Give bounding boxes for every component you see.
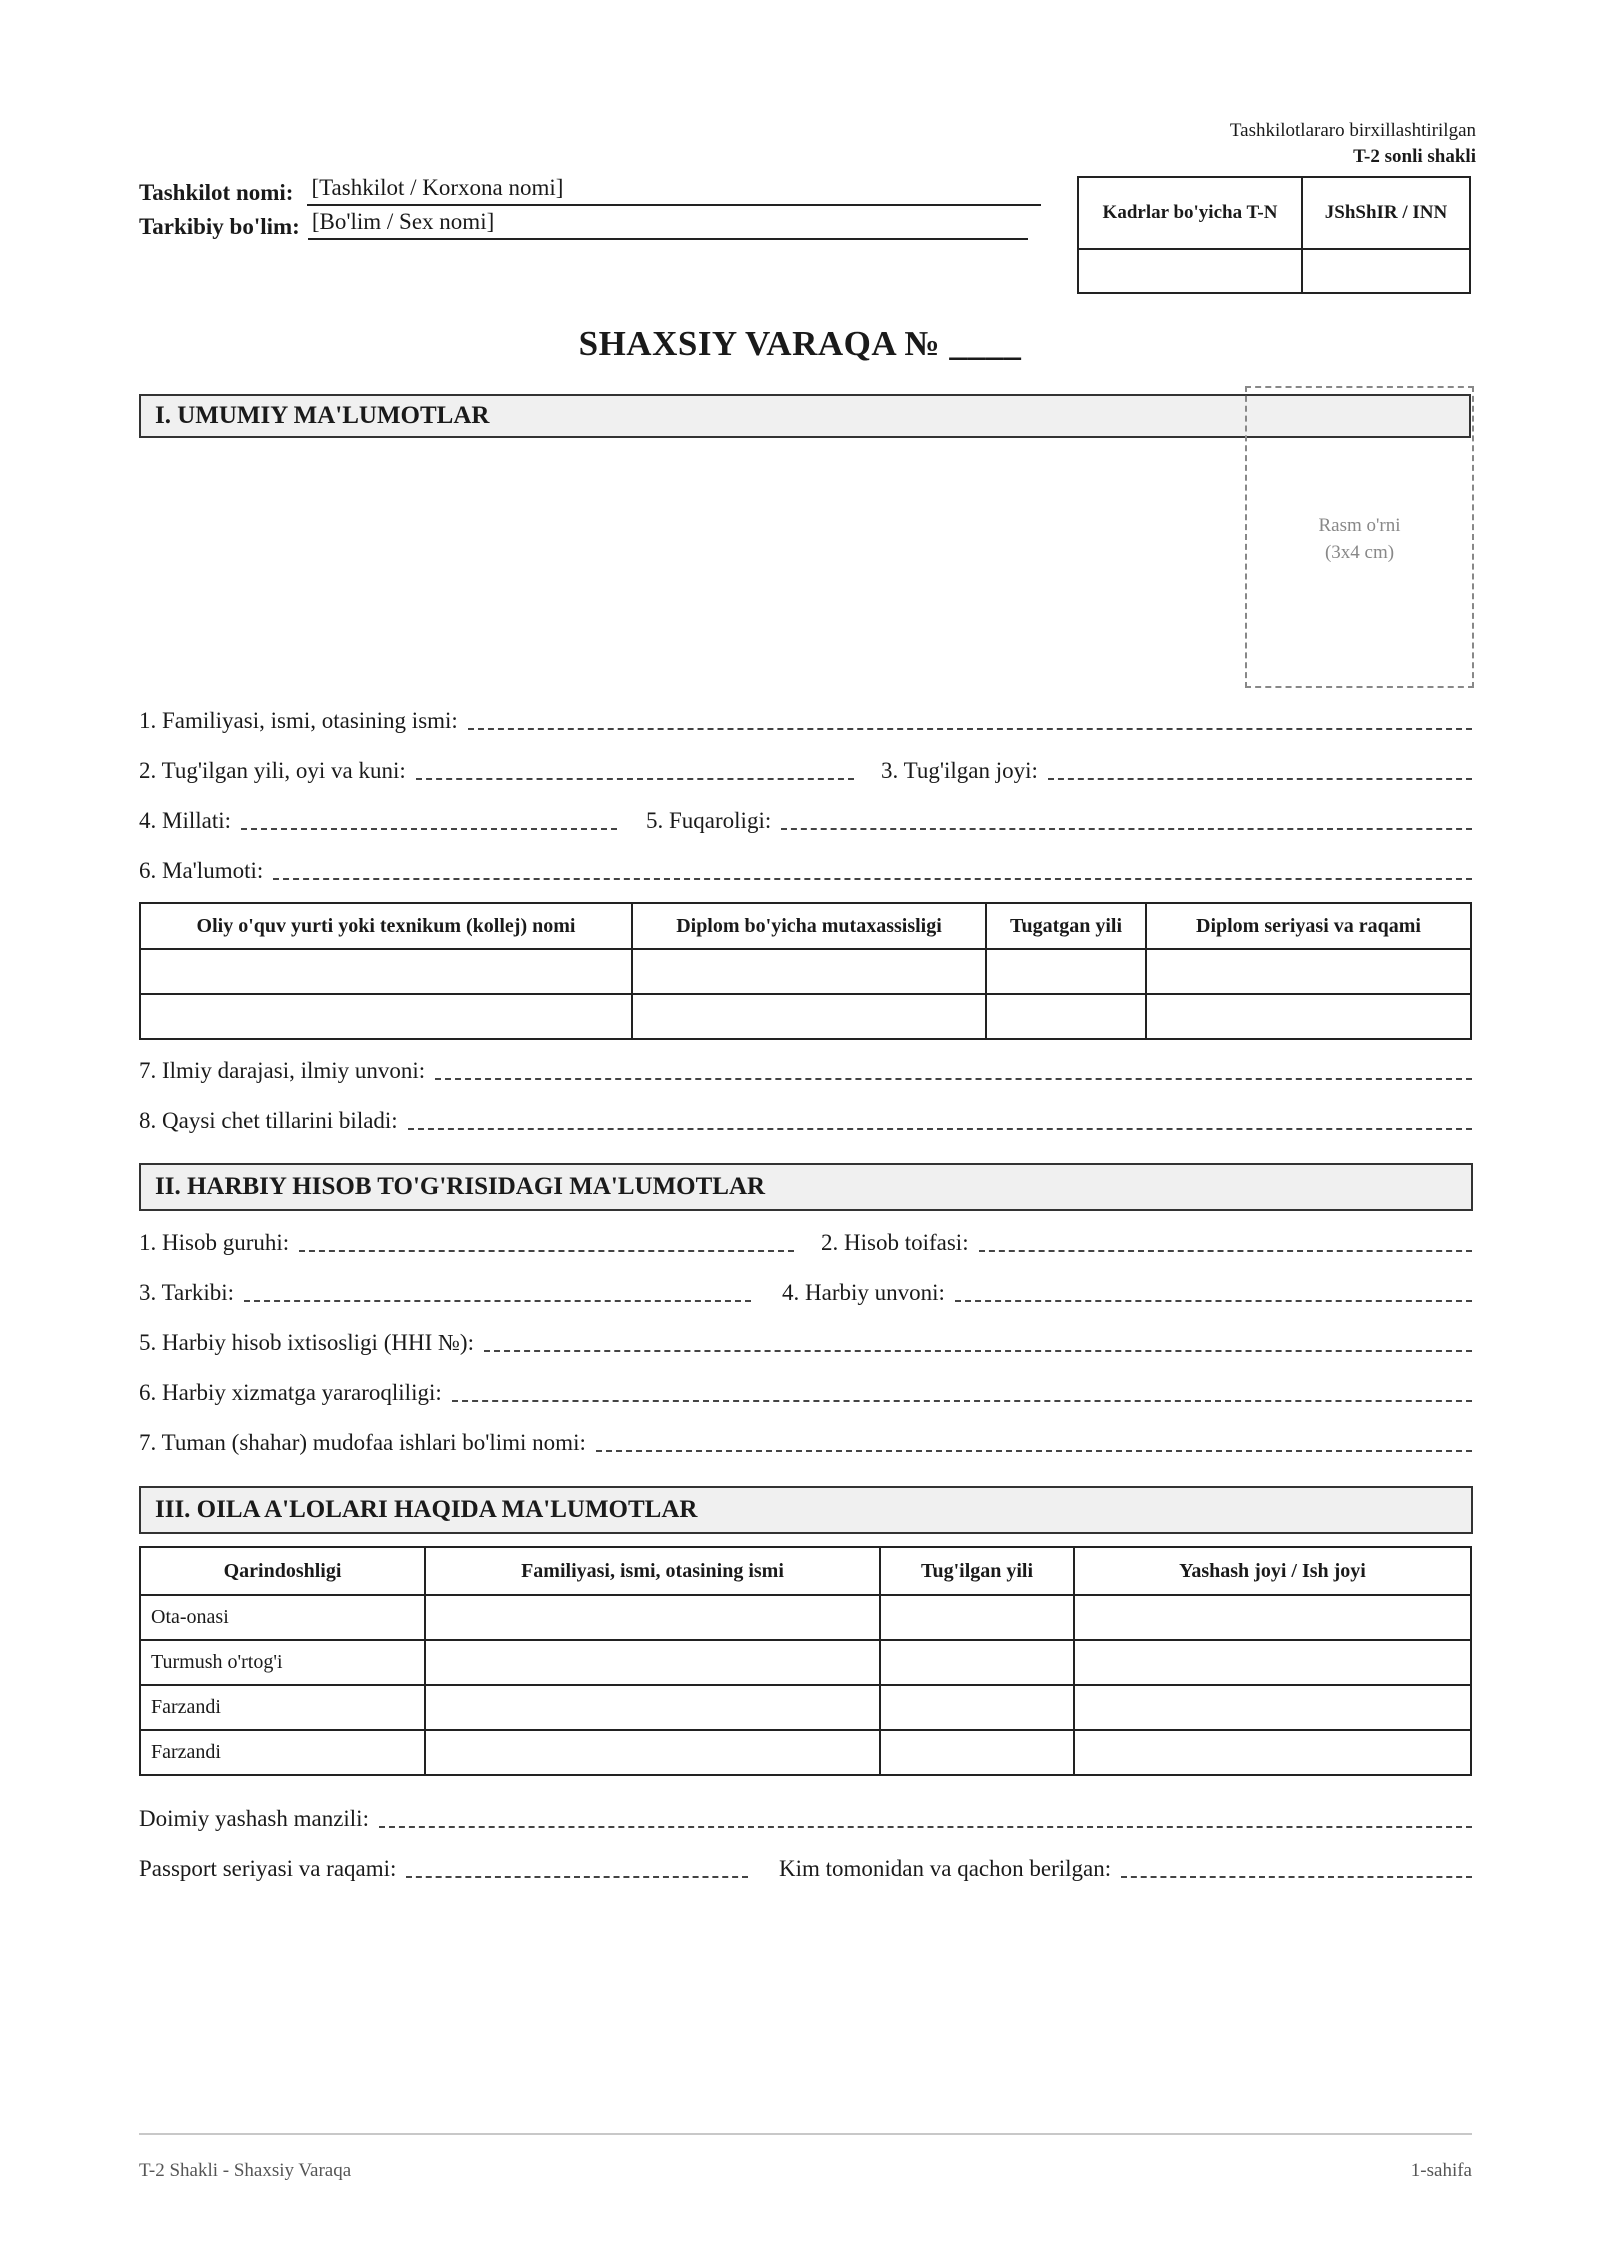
field-line[interactable] xyxy=(416,776,854,780)
field-nationality[interactable] xyxy=(139,808,617,834)
field-label: 6. Ma'lumoti: xyxy=(139,858,264,883)
relation-cell: Farzandi xyxy=(140,1730,425,1775)
field-line[interactable] xyxy=(468,726,1472,730)
table-cell[interactable] xyxy=(986,949,1146,994)
dept-name-field[interactable]: [Bo'lim / Sex nomi] xyxy=(308,208,1028,240)
table-cell[interactable] xyxy=(1146,949,1471,994)
section3-heading: III. OILA A'LOLARI HAQIDA MA'LUMOTLAR xyxy=(139,1486,1473,1534)
org-name-field[interactable]: [Tashkilot / Korxona nomi] xyxy=(307,174,1041,206)
inn-code-header: JShShIR / INN xyxy=(1302,177,1470,249)
footer-form-name: T-2 Shakli - Shaxsiy Varaqa xyxy=(139,2160,352,2181)
form-note-line2: T-2 sonli shakli xyxy=(1353,146,1476,167)
field-permanent-address[interactable] xyxy=(139,1806,1472,1832)
footer-page-number: 1-sahifa xyxy=(1410,2160,1472,2181)
field-label: 8. Qaysi chet tillarini biladi: xyxy=(139,1108,398,1133)
relation-cell: Ota-onasi xyxy=(140,1595,425,1640)
table-cell[interactable] xyxy=(880,1730,1074,1775)
field-line[interactable] xyxy=(452,1398,1472,1402)
table-row xyxy=(140,1730,1471,1775)
table-header: Diplom bo'yicha mutaxassisligi xyxy=(632,903,986,949)
field-line[interactable] xyxy=(955,1298,1472,1302)
field-label: 7. Tuman (shahar) mudofaa ishlari bo'limi nomi: xyxy=(139,1430,586,1455)
field-label: 3. Tarkibi: xyxy=(139,1280,235,1305)
table-cell[interactable] xyxy=(140,949,632,994)
table-header: Yashash joyi / Ish joyi xyxy=(1074,1547,1471,1595)
field-military-rank[interactable] xyxy=(782,1280,1472,1306)
field-label: 2. Tug'ilgan yili, oyi va kuni: xyxy=(139,758,406,783)
photo-placeholder[interactable] xyxy=(1245,386,1474,688)
table-row xyxy=(140,1640,1471,1685)
field-line[interactable] xyxy=(273,876,1472,880)
family-table xyxy=(139,1546,1472,1776)
section2-heading: II. HARBIY HISOB TO'G'RISIDAGI MA'LUMOTLAR xyxy=(139,1163,1473,1211)
field-full-name[interactable] xyxy=(139,708,1472,734)
field-line[interactable] xyxy=(1121,1874,1472,1878)
field-line[interactable] xyxy=(484,1348,1472,1352)
field-composition[interactable] xyxy=(139,1280,751,1306)
table-cell[interactable] xyxy=(880,1595,1074,1640)
field-label: Passport seriyasi va raqami: xyxy=(139,1856,397,1881)
tn-code-header: Kadrlar bo'yicha T-N xyxy=(1078,177,1302,249)
table-header: Familiyasi, ismi, otasining ismi xyxy=(425,1547,880,1595)
table-header-row xyxy=(140,1547,1471,1595)
field-label: 6. Harbiy xizmatga yararoqliligi: xyxy=(139,1380,442,1405)
table-cell[interactable] xyxy=(425,1730,880,1775)
field-label: Doimiy yashash manzili: xyxy=(139,1806,369,1831)
field-label: 7. Ilmiy darajasi, ilmiy unvoni: xyxy=(139,1058,426,1083)
field-citizenship[interactable] xyxy=(646,808,1472,834)
field-education[interactable] xyxy=(139,858,1472,884)
field-line[interactable] xyxy=(408,1126,1472,1130)
field-military-specialty[interactable] xyxy=(139,1330,1472,1356)
table-row xyxy=(140,994,1471,1039)
field-passport-issued[interactable] xyxy=(779,1856,1472,1882)
inn-code-field[interactable] xyxy=(1302,249,1470,293)
table-cell[interactable] xyxy=(425,1640,880,1685)
table-header: Oliy o'quv yurti yoki texnikum (kollej) nomi xyxy=(140,903,632,949)
table-header-row xyxy=(140,903,1471,949)
table-header: Tug'ilgan yili xyxy=(880,1547,1074,1595)
table-cell[interactable] xyxy=(986,994,1146,1039)
table-header: Diplom seriyasi va raqami xyxy=(1146,903,1471,949)
field-birth-place[interactable] xyxy=(881,758,1472,784)
field-label: Kim tomonidan va qachon berilgan: xyxy=(779,1856,1112,1881)
field-label: 4. Harbiy unvoni: xyxy=(782,1280,945,1305)
field-line[interactable] xyxy=(1048,776,1472,780)
table-cell[interactable] xyxy=(632,994,986,1039)
field-account-category[interactable] xyxy=(821,1230,1472,1256)
table-header: Qarindoshligi xyxy=(140,1547,425,1595)
field-languages[interactable] xyxy=(139,1108,1472,1134)
dept-name-row xyxy=(139,206,1028,240)
field-label: 2. Hisob toifasi: xyxy=(821,1230,969,1255)
table-cell[interactable] xyxy=(1146,994,1471,1039)
field-line[interactable] xyxy=(379,1824,1472,1828)
field-label: 3. Tug'ilgan joyi: xyxy=(881,758,1038,783)
org-name-label: Tashkilot nomi: xyxy=(139,180,294,205)
form-type-note xyxy=(1230,118,1476,170)
field-academic-degree[interactable] xyxy=(139,1058,1472,1084)
table-cell[interactable] xyxy=(632,949,986,994)
table-cell[interactable] xyxy=(425,1595,880,1640)
field-service-fitness[interactable] xyxy=(139,1380,1472,1406)
field-line[interactable] xyxy=(979,1248,1472,1252)
photo-label-line2: (3x4 cm) xyxy=(1324,542,1395,563)
form-note-line1: Tashkilotlararo birxillashtirilgan xyxy=(1229,120,1476,141)
field-line[interactable] xyxy=(781,826,1472,830)
field-account-group[interactable] xyxy=(139,1230,794,1256)
table-row xyxy=(140,1685,1471,1730)
org-name-row xyxy=(139,172,1041,206)
field-label: 4. Millati: xyxy=(139,808,231,833)
field-line[interactable] xyxy=(406,1874,748,1878)
relation-cell: Turmush o'rtog'i xyxy=(140,1640,425,1685)
field-birth-date[interactable] xyxy=(139,758,854,784)
table-cell[interactable] xyxy=(425,1685,880,1730)
tn-code-field[interactable] xyxy=(1078,249,1302,293)
relation-cell: Farzandi xyxy=(140,1685,425,1730)
field-label: 1. Hisob guruhi: xyxy=(139,1230,290,1255)
table-cell[interactable] xyxy=(1074,1595,1471,1640)
field-line[interactable] xyxy=(241,826,617,830)
field-label: 1. Familiyasi, ismi, otasining ismi: xyxy=(139,708,458,733)
table-cell[interactable] xyxy=(140,994,632,1039)
field-label: 5. Fuqaroligi: xyxy=(646,808,772,833)
table-header: Tugatgan yili xyxy=(986,903,1146,949)
field-label: 5. Harbiy hisob ixtisosligi (HHI №): xyxy=(139,1330,474,1355)
table-row xyxy=(140,949,1471,994)
code-box xyxy=(1077,176,1471,294)
table-cell[interactable] xyxy=(1074,1685,1471,1730)
field-defense-office[interactable] xyxy=(139,1430,1472,1456)
table-row xyxy=(140,1595,1471,1640)
education-table xyxy=(139,902,1472,1040)
table-cell[interactable] xyxy=(880,1640,1074,1685)
field-line[interactable] xyxy=(435,1076,1472,1080)
page-title: SHAXSIY VARAQA № ____ xyxy=(578,324,1022,363)
table-cell[interactable] xyxy=(880,1685,1074,1730)
field-line[interactable] xyxy=(244,1298,751,1302)
field-line[interactable] xyxy=(299,1248,794,1252)
table-cell[interactable] xyxy=(1074,1730,1471,1775)
field-passport-number[interactable] xyxy=(139,1856,748,1882)
field-line[interactable] xyxy=(596,1448,1472,1452)
footer-divider xyxy=(139,2133,1472,2135)
photo-label-line1: Rasm o'rni xyxy=(1318,515,1401,536)
section1-heading: I. UMUMIY MA'LUMOTLAR xyxy=(139,394,1471,438)
dept-name-label: Tarkibiy bo'lim: xyxy=(139,214,300,239)
table-cell[interactable] xyxy=(1074,1640,1471,1685)
